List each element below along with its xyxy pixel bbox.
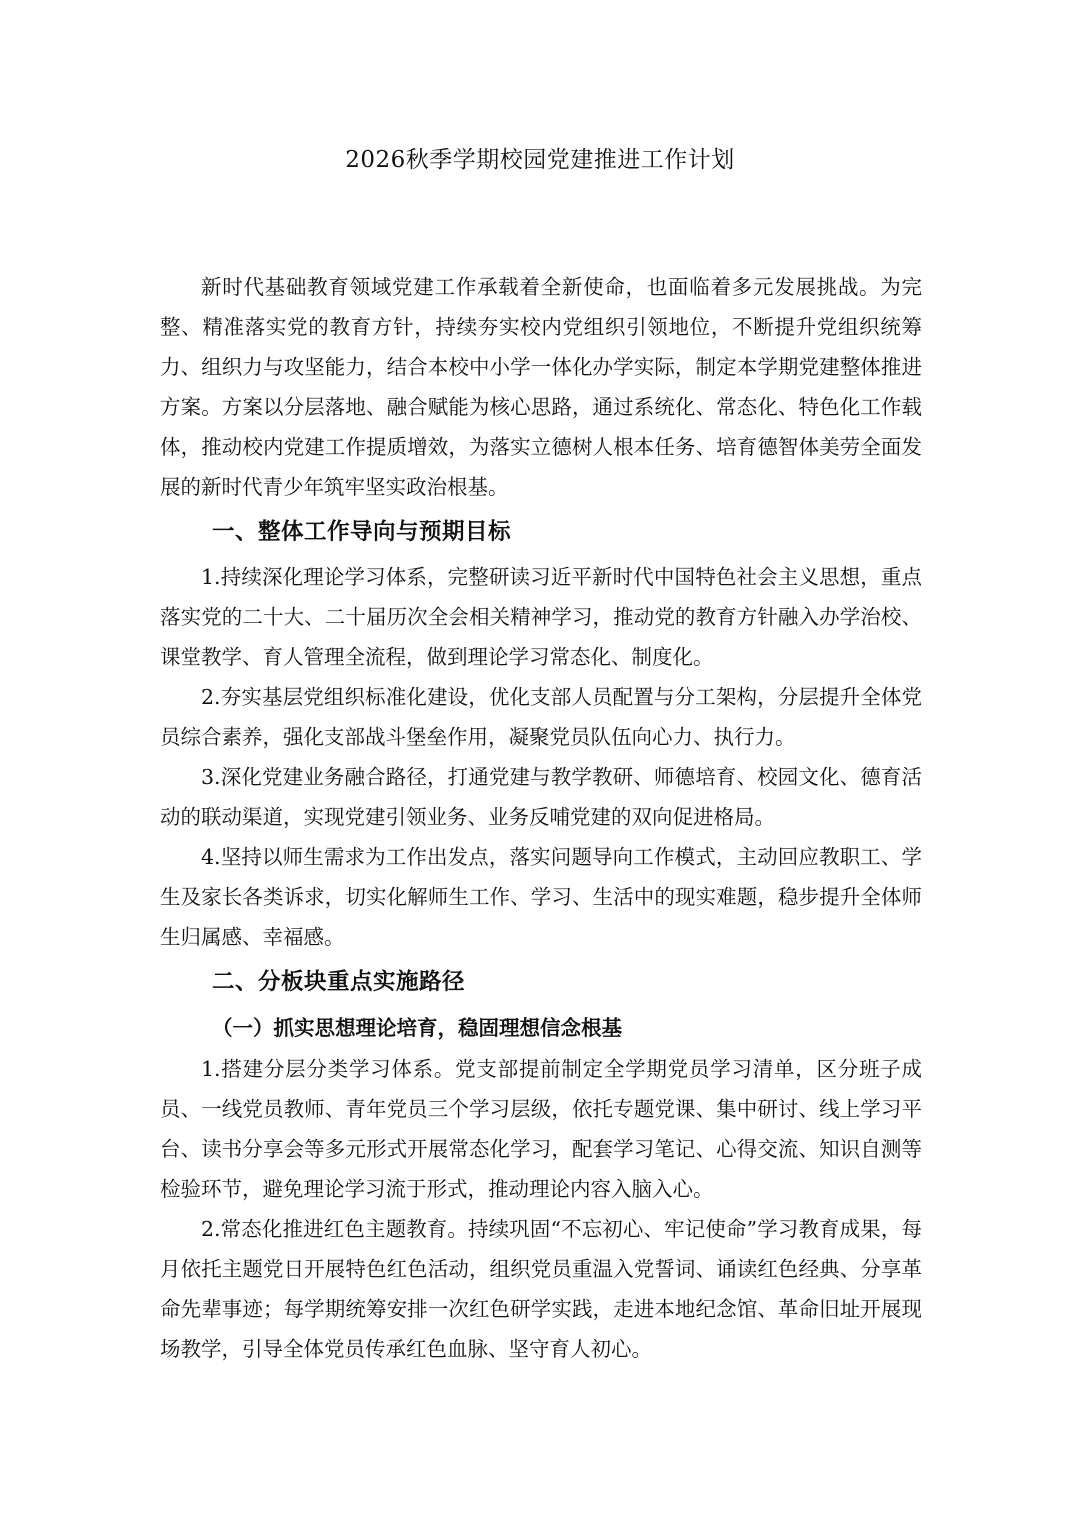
document-body [160, 267, 922, 1369]
document-title: 2026秋季学期校园党建推进工作计划 [345, 147, 735, 173]
section-heading-2: 二、分板块重点实施路径 [212, 969, 466, 995]
goal-item-1: 1.持续深化理论学习体系，完整研读习近平新时代中国特色社会主义思想，重点落实党的二十大、二十届历次全会相关精神学习，推动党的教育方针融入办学治校、课堂教学、育人管理全流程，做到理论学习常态化、制度化。 [160, 565, 922, 669]
path-item-2: 2.常态化推进红色主题教育。持续巩固“不忘初心、牢记使命”学习教育成果，每月依托主题党日开展特色红色活动，组织党员重温入党誓词、诵读红色经典、分享革命先辈事迹；每学期统筹安排一次红色研学实践，走进本地纪念馆、革命旧址开展现场教学，引导全体党员传承红色血脉、坚守育人初心。 [160, 1217, 922, 1361]
subsection-heading-1: （一）抓实思想理论培育，稳固理想信念根基 [212, 1016, 622, 1040]
goal-item-2: 2.夯实基层党组织标准化建设，优化支部人员配置与分工架构，分层提升全体党员综合素养，强化支部战斗堡垒作用，凝聚党员队伍向心力、执行力。 [160, 685, 922, 749]
section-heading-1: 一、整体工作导向与预期目标 [212, 519, 512, 545]
intro-paragraph: 新时代基础教育领域党建工作承载着全新使命，也面临着多元发展挑战。为完整、精准落实党的教育方针，持续夯实校内党组织引领地位，不断提升党组织统筹力、组织力与攻坚能力，结合本校中小学一体化办学实际，制定本学期党建整体推进方案。方案以分层落地、融合赋能为核心思路，通过系统化、常态化、特色化工作载体，推动校内党建工作提质增效，为落实立德树人根本任务、培育德智体美劳全面发展的新时代青少年筑牢坚实政治根基。 [160, 275, 922, 499]
goal-item-4: 4.坚持以师生需求为工作出发点，落实问题导向工作模式，主动回应教职工、学生及家长各类诉求，切实化解师生工作、学习、生活中的现实难题，稳步提升全体师生归属感、幸福感。 [160, 845, 922, 949]
path-item-1: 1.搭建分层分类学习体系。党支部提前制定全学期党员学习清单，区分班子成员、一线党员教师、青年党员三个学习层级，依托专题党课、集中研讨、线上学习平台、读书分享会等多元形式开展常态化学习，配套学习笔记、心得交流、知识自测等检验环节，避免理论学习流于形式，推动理论内容入脑入心。 [160, 1057, 922, 1201]
goal-item-3: 3.深化党建业务融合路径，打通党建与教学教研、师德培育、校园文化、德育活动的联动渠道，实现党建引领业务、业务反哺党建的双向促进格局。 [160, 765, 922, 829]
